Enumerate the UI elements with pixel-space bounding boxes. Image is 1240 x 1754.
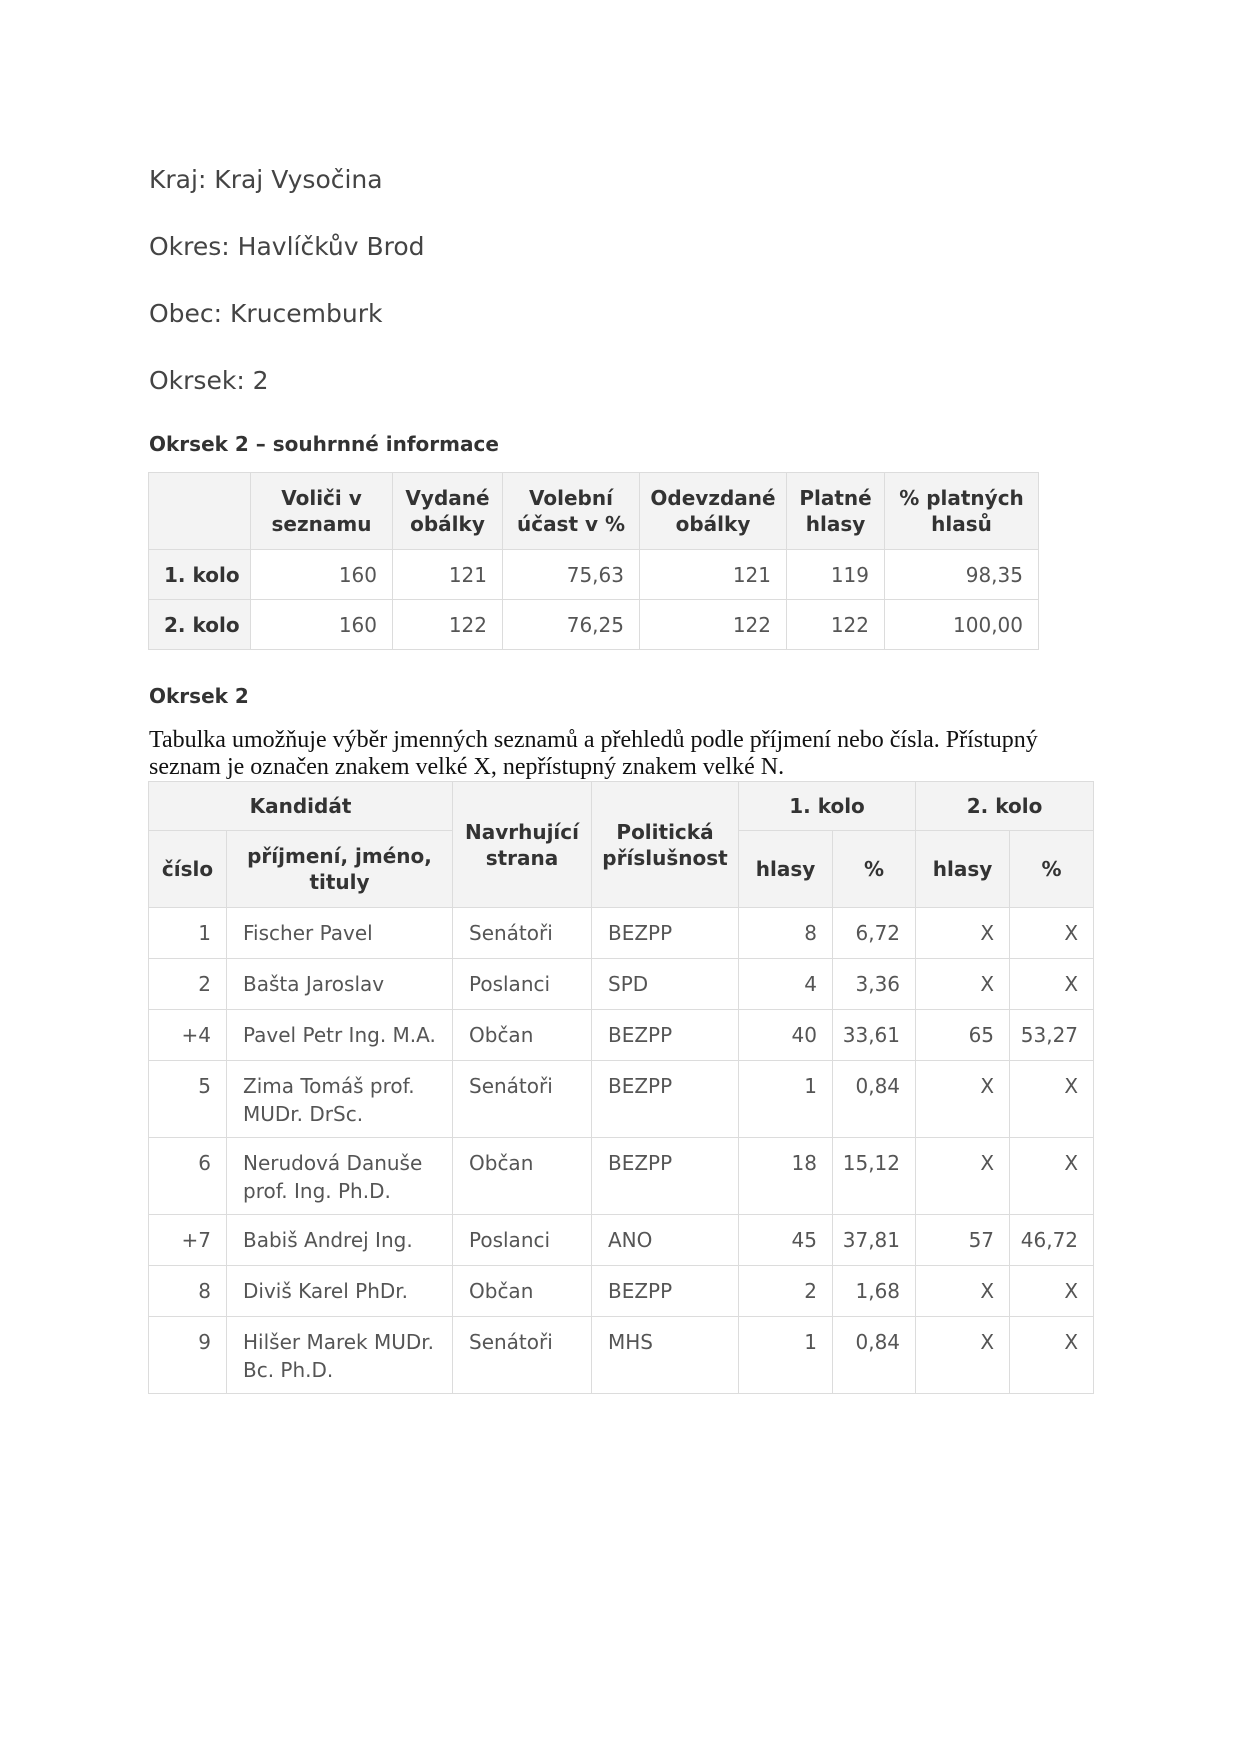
summary-cell: 122 [393, 600, 503, 650]
candidate-number: +7 [149, 1215, 227, 1266]
round-2-percent: X [1010, 1266, 1094, 1317]
candidates-table [148, 781, 1094, 1394]
summary-col-header: Odevzdané obálky [640, 473, 787, 550]
summary-cell: 100,00 [885, 600, 1039, 650]
round-1-percent: 6,72 [833, 908, 916, 959]
round-2-votes: X [916, 1317, 1010, 1394]
round-1-votes: 1 [739, 1317, 833, 1394]
candidate-group-header: Kandidát [149, 782, 453, 831]
region-label: Kraj: Kraj Vysočina [149, 165, 383, 194]
round-1-percent: 3,36 [833, 959, 916, 1010]
candidate-row [149, 908, 1094, 959]
round-1-votes: 4 [739, 959, 833, 1010]
candidate-affiliation: BEZPP [592, 1138, 739, 1215]
candidate-row [149, 1266, 1094, 1317]
round-2-votes: X [916, 1138, 1010, 1215]
candidate-affiliation: MHS [592, 1317, 739, 1394]
round-1-votes: 2 [739, 1266, 833, 1317]
candidates-title: Okrsek 2 [149, 684, 249, 708]
candidate-name: Fischer Pavel [227, 908, 453, 959]
candidate-party: Senátoři [453, 1317, 592, 1394]
candidates-description: Tabulka umožňuje výběr jmenných seznamů a přehledů podle příjmení nebo čísla. Přístupný seznam je označen znakem velké X, nepřístupný znakem velké N. [149, 727, 1038, 780]
candidate-row [149, 1010, 1094, 1061]
candidate-party: Občan [453, 1266, 592, 1317]
candidate-name: Hilšer Marek MUDr. Bc. Ph.D. [227, 1317, 453, 1394]
summary-cell: 160 [251, 600, 393, 650]
round-2-votes: 65 [916, 1010, 1010, 1061]
round-1-votes: 18 [739, 1138, 833, 1215]
precinct-label: Okrsek: 2 [149, 366, 269, 395]
round-1-percent: 33,61 [833, 1010, 916, 1061]
round-1-percent-header: % [833, 831, 916, 908]
summary-title: Okrsek 2 – souhrnné informace [149, 432, 499, 456]
summary-cell: 160 [251, 550, 393, 600]
round-2-percent: 46,72 [1010, 1215, 1094, 1266]
round-1-percent: 0,84 [833, 1317, 916, 1394]
summary-cell: 119 [787, 550, 885, 600]
summary-col-header: Volební účast v % [503, 473, 640, 550]
summary-corner-cell [149, 473, 251, 550]
candidate-number: 6 [149, 1138, 227, 1215]
name-header: příjmení, jméno, tituly [227, 831, 453, 908]
round-1-percent: 15,12 [833, 1138, 916, 1215]
round-2-percent: X [1010, 959, 1094, 1010]
round-1-header: 1. kolo [739, 782, 916, 831]
candidate-affiliation: BEZPP [592, 908, 739, 959]
candidate-party: Senátoři [453, 1061, 592, 1138]
district-label: Okres: Havlíčkův Brod [149, 232, 425, 261]
candidate-row [149, 959, 1094, 1010]
round-2-percent-header: % [1010, 831, 1094, 908]
candidate-affiliation: SPD [592, 959, 739, 1010]
candidate-name: Pavel Petr Ing. M.A. [227, 1010, 453, 1061]
candidate-row [149, 1215, 1094, 1266]
candidate-row [149, 1061, 1094, 1138]
round-2-percent: X [1010, 1317, 1094, 1394]
summary-cell: 121 [393, 550, 503, 600]
round-2-percent: X [1010, 1138, 1094, 1215]
candidate-name: Bašta Jaroslav [227, 959, 453, 1010]
summary-cell: 98,35 [885, 550, 1039, 600]
candidate-party: Poslanci [453, 1215, 592, 1266]
summary-col-header: Platné hlasy [787, 473, 885, 550]
summary-cell: 75,63 [503, 550, 640, 600]
candidate-number: 1 [149, 908, 227, 959]
candidate-party: Občan [453, 1138, 592, 1215]
candidate-row [149, 1317, 1094, 1394]
candidate-affiliation: BEZPP [592, 1010, 739, 1061]
affiliation-header: Politická příslušnost [592, 782, 739, 908]
candidate-number: +4 [149, 1010, 227, 1061]
summary-row-label: 2. kolo [149, 600, 251, 650]
summary-col-header: % platných hlasů [885, 473, 1039, 550]
candidate-party: Poslanci [453, 959, 592, 1010]
round-1-votes: 1 [739, 1061, 833, 1138]
candidate-affiliation: BEZPP [592, 1061, 739, 1138]
candidate-number: 5 [149, 1061, 227, 1138]
candidate-name: Diviš Karel PhDr. [227, 1266, 453, 1317]
candidate-number: 2 [149, 959, 227, 1010]
summary-row-round-1 [149, 550, 1039, 600]
candidate-name: Babiš Andrej Ing. [227, 1215, 453, 1266]
summary-col-header: Voliči v seznamu [251, 473, 393, 550]
summary-header-row [149, 473, 1039, 550]
summary-cell: 76,25 [503, 600, 640, 650]
round-1-percent: 37,81 [833, 1215, 916, 1266]
candidate-affiliation: ANO [592, 1215, 739, 1266]
round-2-percent: X [1010, 1061, 1094, 1138]
round-2-percent: 53,27 [1010, 1010, 1094, 1061]
round-1-percent: 0,84 [833, 1061, 916, 1138]
summary-table [148, 472, 1039, 650]
candidate-row [149, 1138, 1094, 1215]
summary-cell: 121 [640, 550, 787, 600]
round-1-votes: 40 [739, 1010, 833, 1061]
round-2-votes: X [916, 1266, 1010, 1317]
number-header: číslo [149, 831, 227, 908]
candidate-number: 8 [149, 1266, 227, 1317]
round-2-votes-header: hlasy [916, 831, 1010, 908]
candidate-name: Zima Tomáš prof. MUDr. DrSc. [227, 1061, 453, 1138]
candidate-number: 9 [149, 1317, 227, 1394]
round-1-votes-header: hlasy [739, 831, 833, 908]
proposing-party-header: Navrhující strana [453, 782, 592, 908]
summary-col-header: Vydané obálky [393, 473, 503, 550]
candidate-affiliation: BEZPP [592, 1266, 739, 1317]
candidate-party: Senátoři [453, 908, 592, 959]
candidate-party: Občan [453, 1010, 592, 1061]
summary-cell: 122 [787, 600, 885, 650]
round-2-percent: X [1010, 908, 1094, 959]
round-2-votes: 57 [916, 1215, 1010, 1266]
round-2-votes: X [916, 959, 1010, 1010]
round-1-votes: 45 [739, 1215, 833, 1266]
summary-cell: 122 [640, 600, 787, 650]
round-2-votes: X [916, 1061, 1010, 1138]
municipality-label: Obec: Krucemburk [149, 299, 383, 328]
summary-row-label: 1. kolo [149, 550, 251, 600]
candidate-name: Nerudová Danuše prof. Ing. Ph.D. [227, 1138, 453, 1215]
round-2-header: 2. kolo [916, 782, 1094, 831]
round-1-percent: 1,68 [833, 1266, 916, 1317]
round-1-votes: 8 [739, 908, 833, 959]
round-2-votes: X [916, 908, 1010, 959]
summary-row-round-2 [149, 600, 1039, 650]
candidates-header-row-1 [149, 782, 1094, 831]
